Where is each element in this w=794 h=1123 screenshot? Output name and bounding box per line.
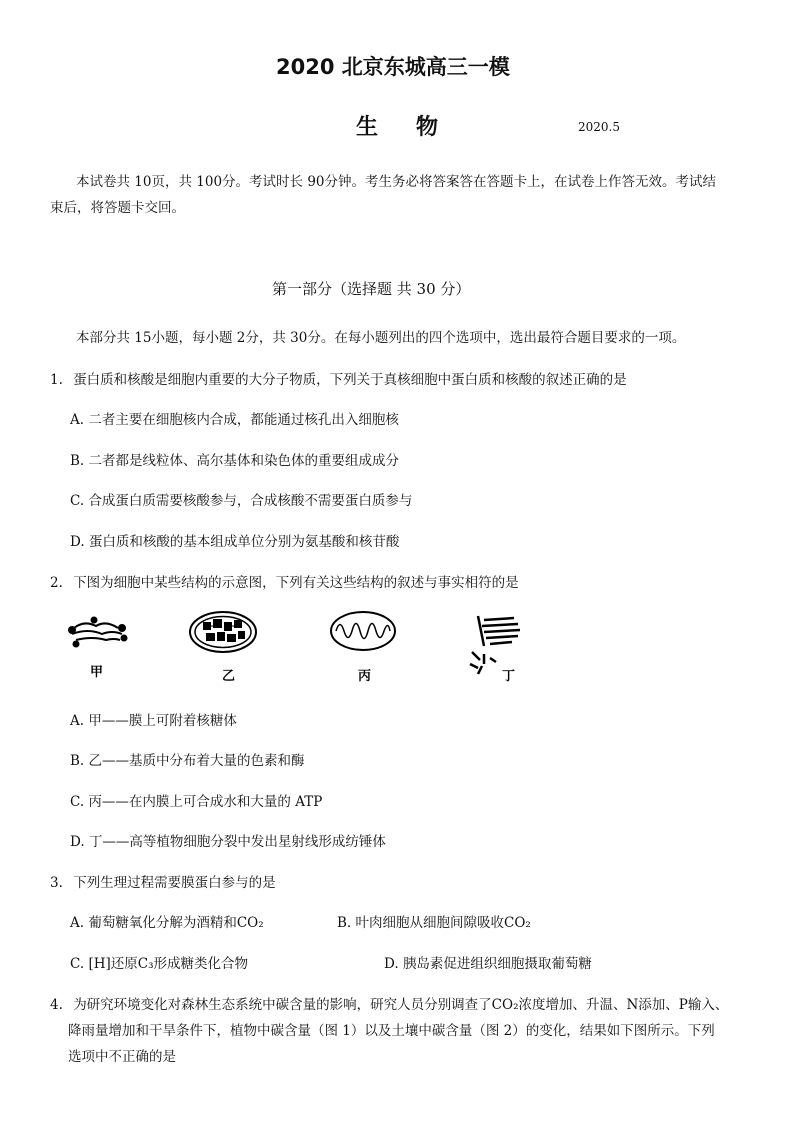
- label-bing: 丙: [358, 669, 372, 684]
- option-key: D.: [70, 534, 85, 550]
- option-text: 甲——膜上可附着核糖体: [88, 713, 237, 729]
- question-1: [50, 368, 627, 388]
- option-text: 丁——高等植物细胞分裂中发出星射线形成纺锤体: [88, 834, 386, 850]
- option-key: A.: [70, 412, 85, 428]
- question-stem-line-3: 选项中不正确的是: [68, 1049, 176, 1065]
- organelle-ding-icon: [470, 616, 520, 674]
- question-stem-line-1: 为研究环境变化对森林生态系统中碳含量的影响，研究人员分别调查了CO₂浓度增加、升温、N添加、P输入、: [73, 997, 729, 1013]
- q3-option-a[interactable]: [70, 911, 264, 931]
- organelle-figure: [66, 606, 536, 686]
- q1-option-d[interactable]: [70, 530, 399, 550]
- question-stem: 蛋白质和核酸是细胞内重要的大分子物质，下列关于真核细胞中蛋白质和核酸的叙述正确的是: [73, 372, 627, 388]
- option-key: C.: [70, 956, 85, 972]
- exam-date: 2020.5: [578, 120, 620, 134]
- q2-option-b[interactable]: [70, 749, 305, 769]
- option-key: A.: [70, 713, 85, 729]
- option-text: 乙——基质中分布着大量的色素和酶: [88, 753, 305, 769]
- option-text: 叶肉细胞从细胞间隙吸收CO₂: [355, 915, 531, 931]
- option-text: [H]还原C₃形成糖类化合物: [88, 956, 248, 972]
- question-3: [50, 871, 276, 891]
- question-4: [50, 993, 728, 1013]
- q1-option-c[interactable]: [70, 489, 412, 509]
- organelle-bing-icon: [331, 612, 395, 650]
- intro-line-2: 束后，将答题卡交回。: [50, 200, 185, 216]
- option-key: A.: [70, 915, 85, 931]
- option-text: 丙——在内膜上可合成水和大量的 ATP: [88, 794, 323, 810]
- option-text: 合成蛋白质需要核酸参与，合成核酸不需要蛋白质参与: [88, 493, 413, 509]
- option-text: 胰岛素促进组织细胞摄取葡萄糖: [402, 956, 592, 972]
- option-key: C.: [70, 794, 85, 810]
- label-ding: 丁: [502, 669, 516, 684]
- option-key: B.: [337, 915, 352, 931]
- question-stem-line-2: 降雨量增加和干旱条件下，植物中碳含量（图 1）以及土壤中碳含量（图 2）的变化，结果如下图所示。下列: [68, 1023, 715, 1039]
- option-key: B.: [70, 453, 85, 469]
- option-text: 二者都是线粒体、高尔基体和染色体的重要组成成分: [88, 453, 400, 469]
- q3-option-b[interactable]: [337, 911, 531, 931]
- part1-heading: 第一部分（选择题 共 30 分）: [272, 280, 471, 298]
- part1-instruction: 本部分共 15小题，每小题 2分，共 30分。在每小题列出的四个选项中，选出最符合题目要求的一项。: [76, 330, 686, 346]
- page-title: 2020 北京东城高三一模: [276, 55, 510, 79]
- option-key: C.: [70, 493, 85, 509]
- label-jia: 甲: [90, 665, 104, 680]
- option-key: D.: [70, 834, 85, 850]
- label-yi: 乙: [222, 669, 236, 684]
- question-stem: 下列生理过程需要膜蛋白参与的是: [73, 875, 276, 891]
- q1-option-a[interactable]: [70, 408, 399, 428]
- intro-line-1: 本试卷共 10页，共 100分。考试时长 90分钟。考生务必将答案答在答题卡上，在试卷上作答无效。考试结: [76, 174, 716, 190]
- question-number: 3.: [50, 875, 63, 891]
- organelle-yi-icon: [190, 612, 256, 652]
- question-number: 4.: [50, 997, 63, 1013]
- option-key: B.: [70, 753, 85, 769]
- q3-option-c[interactable]: [70, 952, 248, 972]
- q2-option-d[interactable]: [70, 830, 386, 850]
- question-stem: 下图为细胞中某些结构的示意图，下列有关这些结构的叙述与事实相符的是: [73, 575, 519, 591]
- option-text: 二者主要在细胞核内合成，都能通过核孔出入细胞核: [88, 412, 399, 428]
- q3-option-d[interactable]: [384, 952, 592, 972]
- option-text: 葡萄糖氧化分解为酒精和CO₂: [88, 915, 264, 931]
- option-key: D.: [384, 956, 399, 972]
- question-2: [50, 571, 519, 591]
- q2-option-c[interactable]: [70, 790, 322, 810]
- option-text: 蛋白质和核酸的基本组成单位分别为氨基酸和核苷酸: [88, 534, 400, 550]
- organelle-jia-icon: [69, 618, 127, 647]
- subject-title: 生物: [356, 115, 477, 140]
- question-number: 2.: [50, 575, 63, 591]
- question-number: 1.: [50, 372, 63, 388]
- q1-option-b[interactable]: [70, 449, 399, 469]
- q2-option-a[interactable]: [70, 709, 237, 729]
